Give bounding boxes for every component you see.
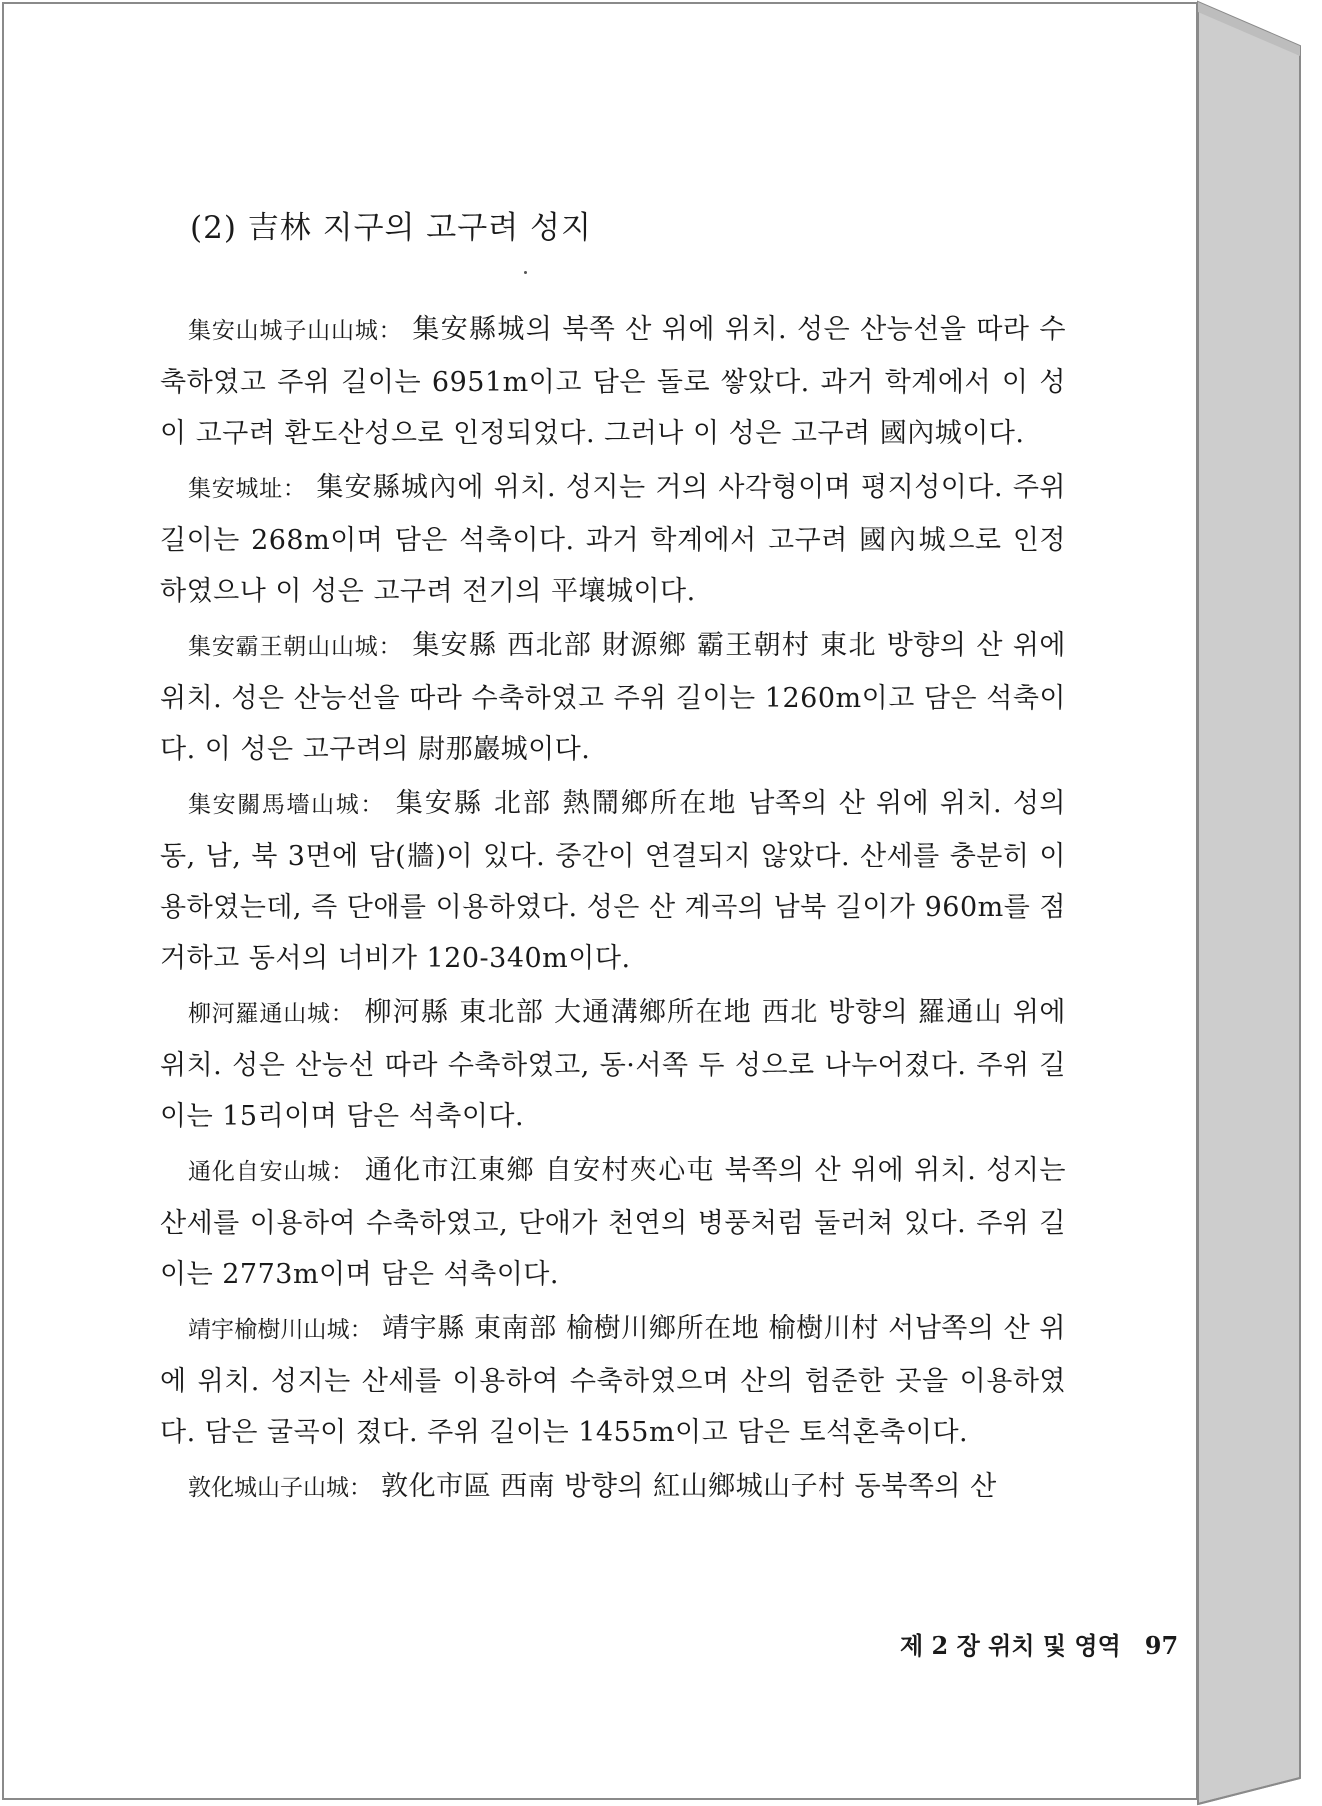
paragraph-text: 集安縣 北部 熱鬧鄉所在地 남쪽의 산 위에 위치. 성의 동, 남, 북 3면에 담(牆)이 있다. 중간이 연결되지 않았다. 산세를 충분히 이용하였는데, 즉 단애를 이용하였다. 성은 산 계곡의 남북 길이가 960m를 점거하고 동서의 너비가 120-340m이다. [160, 788, 1067, 974]
paragraph-heading: 敦化城山子山城： [188, 1475, 372, 1501]
paragraph [160, 304, 1066, 459]
section-title: (2) 吉林 지구의 고구려 성지 [190, 210, 592, 246]
paragraph-text: 柳河縣 東北部 大通溝鄉所在地 西北 방향의 羅通山 위에 위치. 성은 산능선 따라 수축하였고, 동·서쪽 두 성으로 나누어졌다. 주위 길이는 15리이며 담은 석축이다. [160, 997, 1066, 1132]
paragraph [160, 462, 1066, 617]
page-footer [900, 1626, 1178, 1661]
paragraph-heading: 集安山城子山山城： [188, 318, 403, 344]
page-number: 97 [1144, 1631, 1179, 1660]
paragraph [160, 1303, 1066, 1458]
paragraph-heading: 通化自安山城： [188, 1159, 355, 1185]
paragraph-heading: 集安霸王朝山山城： [188, 634, 403, 660]
book-page [2, 2, 1198, 1800]
paragraph-text: 集安縣城內에 위치. 성지는 거의 사각형이며 평지성이다. 주위 길이는 268m이며 담은 석축이다. 과거 학계에서 고구려 國內城으로 인정하였으나 이 성은 고구려 전기의 平壤城이다. [160, 472, 1066, 607]
paragraph-text: 靖宇縣 東南部 榆樹川鄉所在地 榆樹川村 서남쪽의 산 위에 위치. 성지는 산세를 이용하여 수축하였으며 산의 험준한 곳을 이용하였다. 담은 굴곡이 졌다. 주위 길이는 1455m이고 담은 토석혼축이다. [160, 1313, 1066, 1448]
chapter-label: 제 2 장 위치 및 영역 [900, 1631, 1121, 1660]
paragraph-text: 集安縣城의 북쪽 산 위에 위치. 성은 산능선을 따라 수축하였고 주위 길이는 6951m이고 담은 돌로 쌓았다. 과거 학계에서 이 성이 고구려 환도산성으로 인정되었다. 그러나 이 성은 고구려 國內城이다. [160, 314, 1067, 449]
scan-speck [524, 271, 527, 274]
paragraph-heading: 集安城址： [188, 476, 307, 502]
paragraph-text: 敦化市區 西南 방향의 紅山鄉城山子村 동북쪽의 산 [372, 1471, 997, 1502]
paragraph [160, 620, 1066, 775]
paragraph-heading: 集安關馬墻山城： [188, 792, 386, 818]
page-body [160, 304, 1066, 1517]
paragraph [160, 1145, 1066, 1300]
paragraph-text: 通化市江東鄉 自安村夾心屯 북쪽의 산 위에 위치. 성지는 산세를 이용하여 수축하였고, 단애가 천연의 병풍처럼 둘러쳐 있다. 주위 길이는 2773m이며 담은 석축이다. [160, 1155, 1066, 1290]
paragraph [160, 1461, 1066, 1514]
paragraph-heading: 柳河羅通山城： [188, 1001, 355, 1027]
paragraph-heading: 靖宇榆樹川山城： [188, 1317, 373, 1343]
paragraph [160, 987, 1066, 1142]
paragraph [160, 778, 1066, 984]
paragraph-text: 集安縣 西北部 財源鄉 霸王朝村 東北 방향의 산 위에 위치. 성은 산능선을 따라 수축하였고 주위 길이는 1260m이고 담은 석축이다. 이 성은 고구려의 尉那巖城이다. [160, 630, 1067, 765]
